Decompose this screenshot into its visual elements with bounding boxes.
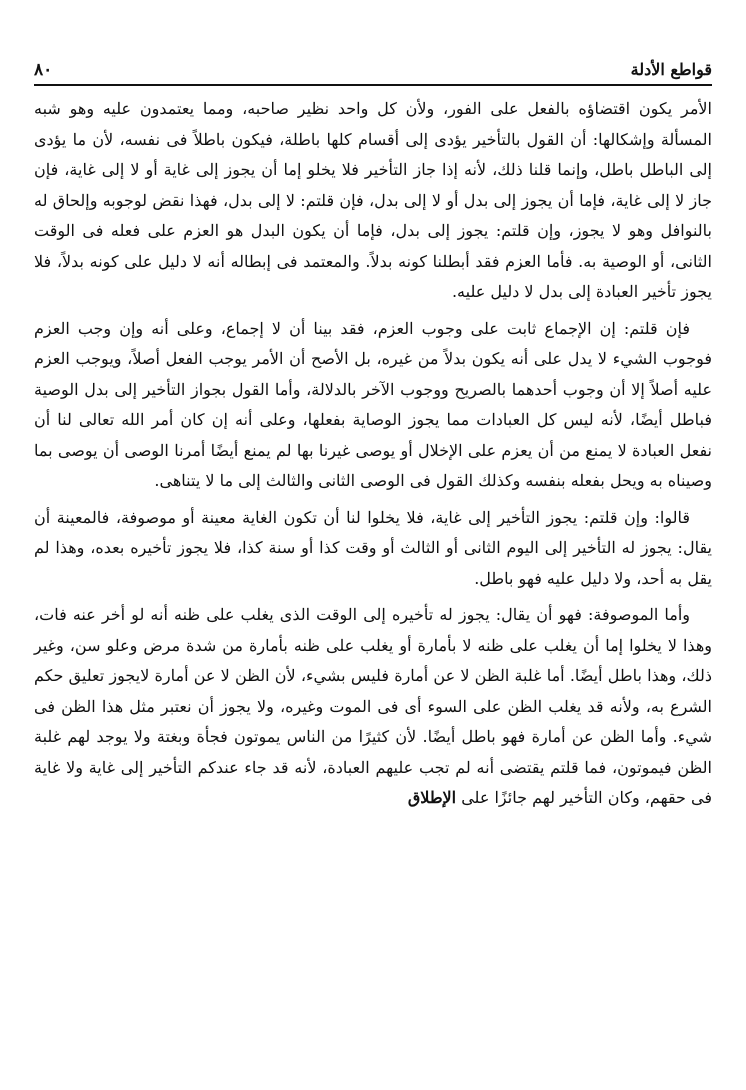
paragraph-4 xyxy=(34,600,712,814)
page-body xyxy=(34,94,712,814)
book-page xyxy=(34,58,712,1078)
paragraph-4-text: وأما الموصوفة: فهو أن يقال: يجوز له تأخيره إلى الوقت الذى يغلب على ظنه أنه لو أخر عنه فات، وهذا لا يخلوا إما أن يغلب على ظنه لا بأمارة أو يغلب على ظنه بأمارة من شدة مرض وعلو سن، وغير ذلك، وهذا باطل أيضًا. أما غلبة الظن لا عن أمارة فليس بشيء، لأن الظن لا عن أمارة لايجوز تعليق حكم الشرع به، ولأنه قد يغلب الظن على السوء أى فى الموت وغيره، ولا يجوز أن نعتبر مثل هذا الظن فى شيء. وأما الظن عن أمارة فهو باطل أيضًا. لأن كثيرًا من الناس يموتون فجأة وبغتة ولا يوجد لهم غلبة الظن فيموتون، فما قلتم يقتضى أنه لم تجب عليهم العبادة، لأنه قد جاء عندكم التأخير إلى غاية ولا غاية فى حقهم، وكان التأخير لهم جائزًا على xyxy=(34,605,713,807)
paragraph-1: الأمر يكون اقتضاؤه بالفعل على الفور، ولأن كل واحد نظير صاحبه، ومما يعتمدون عليه وهو شبه المسألة وإشكالها: أن القول بالتأخير يؤدى إلى أقسام كلها باطلة، فيكون باطلاً فى نفسه، لأن ما يؤدى إلى الباطل باطل، وإنما قلنا ذلك، لأنه إذا جاز التأخير فلا يخلو إما أن يجوز إلى غاية أو لا إلى غاية، فإن جاز لا إلى غاية، فإما أن يجوز إلى بدل أو لا إلى بدل، فإن قلتم: لا إلى بدل، فهذا نقض لوجوبه وإلحاق له بالنوافل وهو لا يجوز، وإن قلتم: يجوز إلى بدل، فإما أن يكون البدل هو العزم على فعله فى الوقت الثانى، أو الوصية به. فأما العزم فقد أبطلنا كونه بدلاً. والمعتمد فى إبطاله أنه لا دليل على كونه بدلاً، فلا يجوز تأخير العبادة إلى بدل لا دليل عليه. xyxy=(34,99,712,301)
paragraph-2: فإن قلتم: إن الإجماع ثابت على وجوب العزم، فقد بينا أن لا إجماع، وعلى أنه وإن وجب العزم فوجوب الشيء لا يدل على أنه يكون بدلاً من غيره، بل الأصح أن الأمر يوجب الفعل أصلاً، ويوجب العزم عليه أصلاً إلا أن وجوب أحدهما بالصريح ووجوب الآخر بالدلالة، وأما القول بجواز التأخير إلى بدل الوصية فباطل أيضًا، لأنه ليس كل العبادات مما يجوز الوصاية بفعلها، وعلى أنه إن كان أمر الله تعالى لنا أن نفعل العبادة لا يمنع من أن يعزم على الإخلال أو يوصى غيرنا بها لم يمنع أيضًا أمرنا الوصى أن يوصى بما وصيناه به ويحل بفعله بنفسه وكذلك القول فى الوصى الثانى والثالث إلى ما لا يتناهى. xyxy=(34,318,712,490)
page-number: ٨٠ xyxy=(34,60,53,80)
page-header xyxy=(34,58,712,86)
paragraph-3: قالوا: وإن قلتم: يجوز التأخير إلى غاية، فلا يخلوا لنا أن تكون الغاية معينة أو موصوفة، فالمعينة أن يقال: يجوز له التأخير إلى اليوم الثانى أو الثالث أو وقت كذا أو سنة كذا، فلا يجوز تأخيره بعده، وهذا لم يقل به أحد، ولا دليل عليه فهو باطل. xyxy=(34,507,712,588)
running-title: قواطع الأدلة xyxy=(630,60,712,79)
paragraph-4-tail: الإطلاق xyxy=(407,788,457,807)
